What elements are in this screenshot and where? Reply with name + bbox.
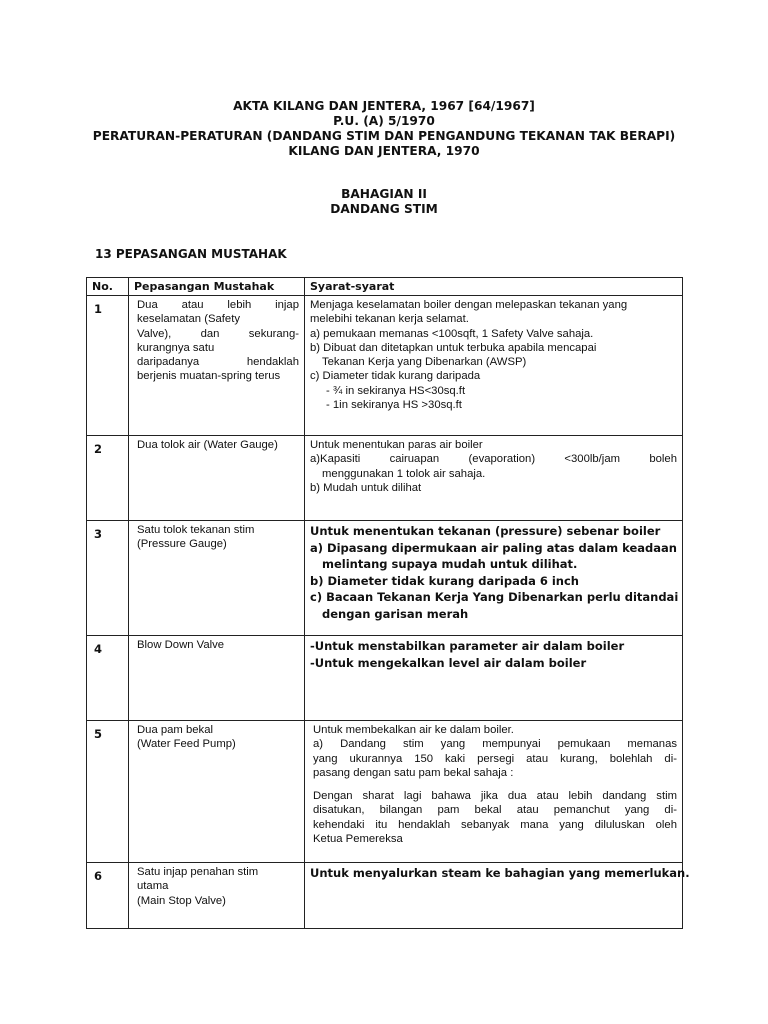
item-line: Dua tolok air (Water Gauge) [137,439,278,451]
row-number: 1 [87,296,129,436]
table-row [87,436,683,521]
req-line: Untuk menyalurkan steam ke bahagian yang memerlukan. [310,866,690,880]
part-heading [0,187,768,217]
item-cell [129,521,305,636]
requirements-table [86,277,690,929]
requirements-cell [305,863,690,929]
req-line: b) Diameter tidak kurang daripada 6 inch [310,573,579,588]
item-line: Blow Down Valve [137,639,225,651]
req-line: -Untuk mengekalkan level air dalam boiler [310,655,587,670]
req-line: a) Dipasang dipermukaan air paling atas dalam keadaan [310,540,677,555]
row-number: 5 [87,721,129,863]
req-line: a)Kapasiti cairuapan (evaporation) <300lb/jam boleh [310,453,677,466]
row-number: 3 [87,521,129,636]
requirements-cell [305,721,683,863]
item-line: Satu injap penahan stim [137,866,259,878]
header-item: Pepasangan Mustahak [129,278,305,296]
item-line: kurangnya satu [137,341,215,354]
table-row [87,721,683,863]
req-line: a) Dandang stim yang mempunyai pemukaan memanas [313,738,677,751]
req-line: Ketua Pemereksa [313,833,403,846]
req-line: melebihi tekanan kerja selamat. [310,313,469,326]
req-line: kehendaki itu hendaklah sebanyak mana yang diluluskan oleh [313,818,677,831]
regulation-number: P.U. (A) 5/1970 [333,114,435,128]
item-cell [129,296,305,436]
document-header [0,99,768,159]
item-line: berjenis muatan-spring terus [137,370,281,383]
table-row [87,521,683,636]
section-title: 13 PEPASANGAN MUSTAHAK [95,247,287,261]
req-line: b) Dibuat dan ditetapkan untuk terbuka apabila mencapai [310,341,597,354]
req-line: c) Bacaan Tekanan Kerja Yang Dibenarkan perlu ditandai [310,590,679,604]
item-cell [129,721,305,863]
req-line: b) Mudah untuk dilihat [310,481,422,494]
item-line: (Main Stop Valve) [137,894,226,907]
req-line: - ¾ in sekiranya HS<30sq.ft [326,384,466,397]
req-line: menggunakan 1 tolok air sahaja. [322,467,486,480]
item-line: Dua pam bekal [137,724,213,736]
req-line: -Untuk menstabilkan parameter air dalam boiler [310,639,625,653]
item-line: Satu tolok tekanan stim [137,524,255,536]
header-requirements: Syarat-syarat [305,278,683,296]
requirements-cell [305,296,683,436]
req-line: Untuk menentukan paras air boiler [310,439,483,451]
req-line: Dengan sharat lagi bahawa jika dua atau lebih dandang stim [313,790,677,803]
item-line: (Pressure Gauge) [137,538,227,551]
req-line: c) Diameter tidak kurang daripada [310,370,481,383]
item-line: Dua atau lebih injap [137,299,299,311]
req-line: pasang dengan satu pam bekal sahaja : [313,766,514,779]
req-line: Untuk menentukan tekanan (pressure) sebenar boiler [310,524,661,538]
item-cell [129,863,305,929]
item-line: (Water Feed Pump) [137,738,236,751]
regulation-title: PERATURAN-PERATURAN (DANDANG STIM DAN PENGANDUNG TEKANAN TAK BERAPI) [92,129,676,143]
req-line: dengan garisan merah [322,606,469,621]
item-line: Valve), dan sekurang- [137,327,299,340]
row-number: 4 [87,636,129,721]
req-line: yang ukurannya 150 kaki persegi atau kurang, bolehlah di- [313,752,677,765]
part-title: DANDANG STIM [330,202,438,216]
row-number: 2 [87,436,129,521]
requirements-cell [305,436,683,521]
table-row [87,296,683,436]
act-title: AKTA KILANG DAN JENTERA, 1967 [64/1967] [233,99,535,113]
requirements-cell [305,636,683,721]
req-line: Untuk membekalkan air ke dalam boiler. [313,724,514,736]
regulation-subtitle: KILANG DAN JENTERA, 1970 [288,144,480,158]
row-number: 6 [87,863,129,929]
item-cell [129,436,305,521]
table-header-row [87,278,683,296]
header-no: No. [87,278,129,296]
paragraph-gap [313,780,677,789]
item-line: keselamatan (Safety [137,313,240,326]
table-row [87,863,683,929]
req-line: disatukan, bilangan pam bekal atau pemanchut yang di- [313,804,677,817]
req-line: Tekanan Kerja yang Dibenarkan (AWSP) [322,356,527,369]
req-line: - 1in sekiranya HS >30sq.ft [326,399,462,412]
req-line: a) pemukaan memanas <100sqft, 1 Safety Valve sahaja. [310,327,594,340]
req-line: Menjaga keselamatan boiler dengan melepaskan tekanan yang [310,299,628,311]
item-line: utama [137,880,169,893]
item-line: daripadanya hendaklah [137,356,299,369]
part-number: BAHAGIAN II [341,187,427,201]
item-cell [129,636,305,721]
table-row [87,636,683,721]
req-line: melintang supaya mudah untuk dilihat. [322,557,578,571]
requirements-cell [305,521,683,636]
